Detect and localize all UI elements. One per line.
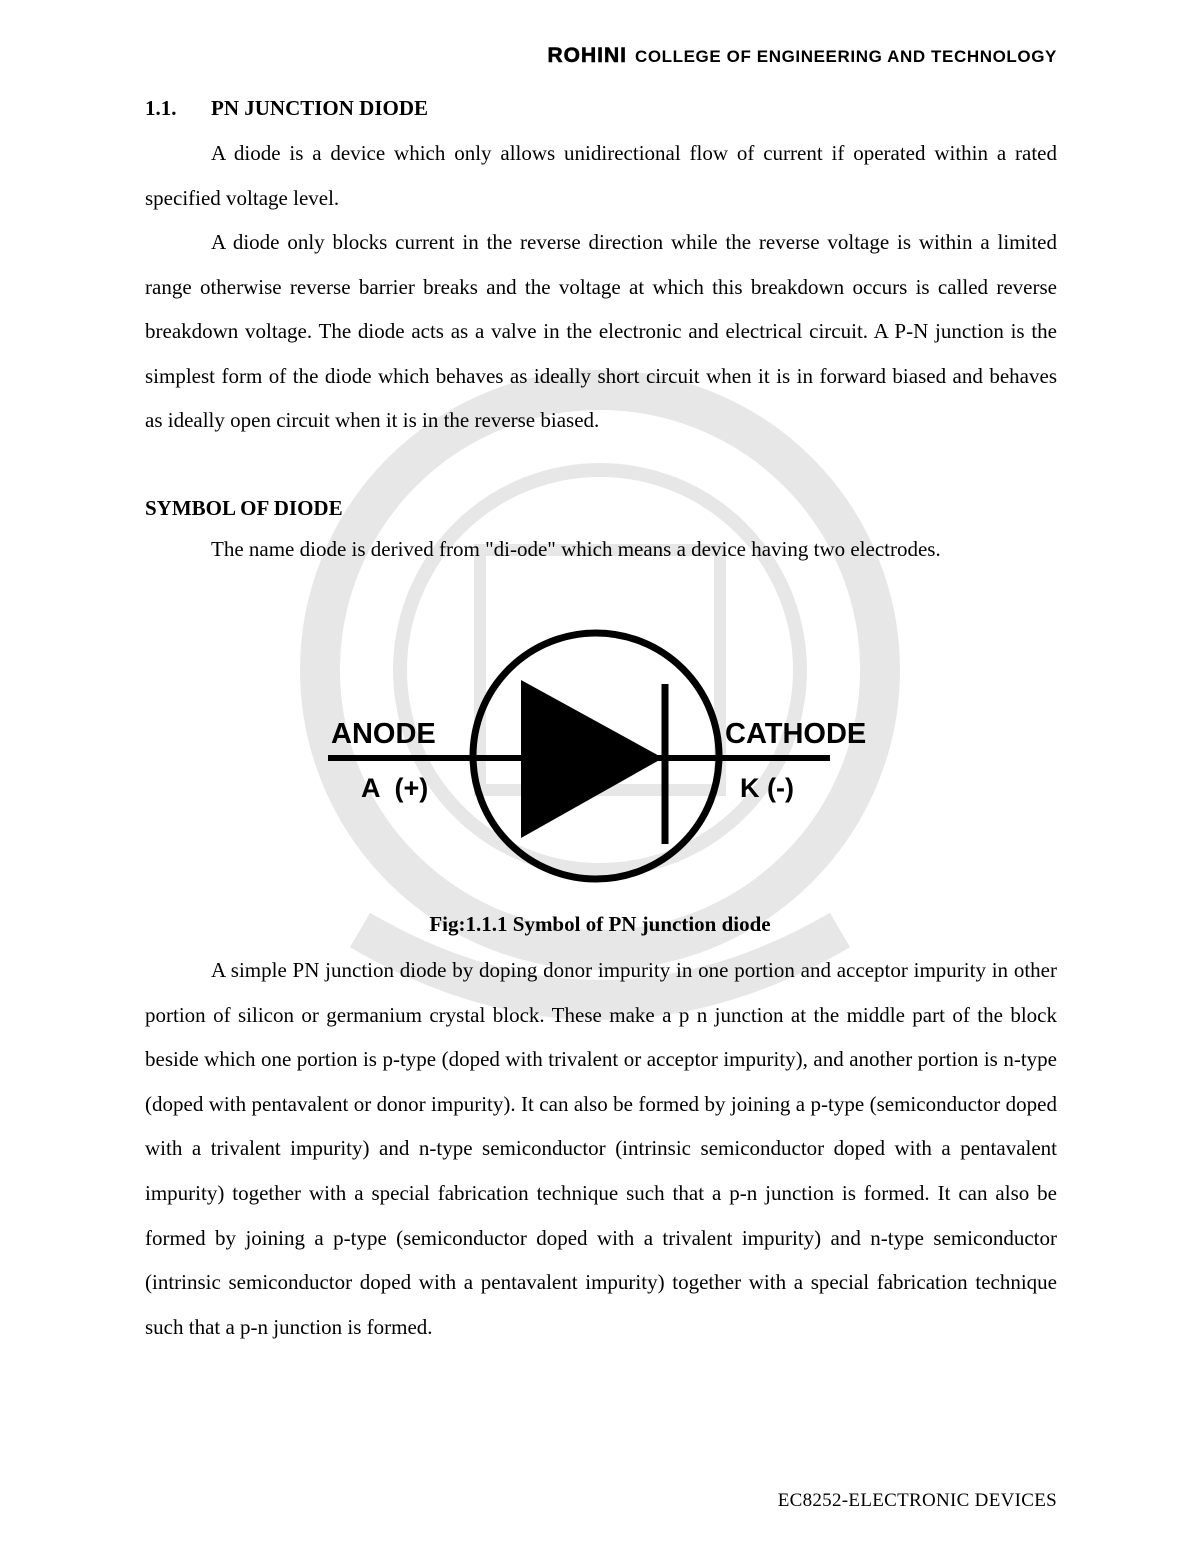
page-footer: EC8252-ELECTRONIC DEVICES	[777, 1490, 1057, 1511]
cathode-label: CATHODE	[725, 718, 867, 750]
diode-triangle	[521, 680, 663, 838]
figure-caption: Fig:1.1.1 Symbol of PN junction diode	[429, 912, 771, 936]
section-heading	[145, 96, 428, 121]
section-title: PN JUNCTION DIODE	[211, 96, 429, 120]
section-number: 1.1.	[145, 96, 177, 120]
cathode-sign: K (-)	[740, 773, 794, 803]
paragraph-definition: A diode is a device which only allows unidirectional flow of current if operated within a rated specified voltage level.	[145, 141, 1057, 210]
paragraph-reverse-breakdown: A diode only blocks current in the reverse direction while the reverse voltage is within a limited range otherwise reverse barrier breaks and the voltage at which this breakdown occurs is called reverse breakdown voltage. The diode acts as a valve in the electronic and electrical circuit. A P-N junction is the simplest form of the diode which behaves as ideally short circuit when it is in forward biased and behaves as ideally open circuit when it is in the reverse biased.	[145, 230, 1057, 433]
anode-sign: A (+)	[361, 773, 429, 803]
page-header	[547, 44, 1057, 68]
diode-symbol-figure	[300, 620, 900, 900]
brand-logo: ROHINI	[547, 44, 627, 67]
symbol-heading: SYMBOL OF DIODE	[145, 496, 343, 520]
paragraph-name-origin: The name diode is derived from "di-ode" which means a device having two electrodes.	[211, 537, 941, 561]
college-name: COLLEGE OF ENGINEERING AND TECHNOLOGY	[634, 47, 1057, 66]
anode-label: ANODE	[331, 718, 436, 750]
paragraph-pn-formation: A simple PN junction diode by doping donor impurity in one portion and acceptor impurity in other portion of silicon or germanium crystal block. These make a p n junction at the middle part of the block beside which one portion is p-type (doped with trivalent or acceptor impurity), and another portion is n-type (doped with pentavalent or donor impurity). It can also be formed by joining a p-type (semiconductor doped with a trivalent impurity) and n-type semiconductor (intrinsic semiconductor doped with a pentavalent impurity) together with a special fabrication technique such that a p-n junction is formed. It can also be formed by joining a p-type (semiconductor doped with a trivalent impurity) and n-type semiconductor (intrinsic semiconductor doped with a pentavalent impurity) together with a special fabrication technique such that a p-n junction is formed.	[145, 958, 1057, 1339]
